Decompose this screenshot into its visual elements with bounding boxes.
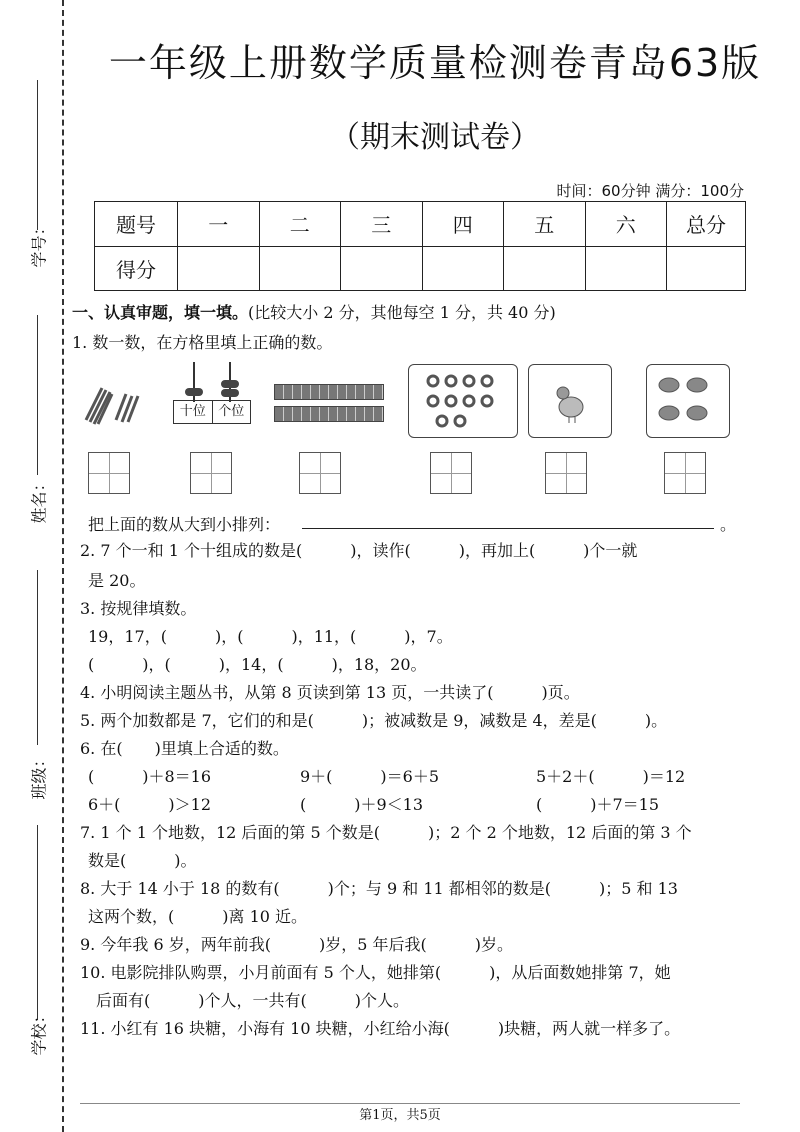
question-4: 4. 小明阅读主题丛书，从第 8 页读到第 13 页，一共读了( )页。 (80, 683, 580, 702)
binding-dashed-line (62, 0, 64, 1132)
drumsticks-picture (646, 364, 730, 438)
drumstick-icons (647, 365, 729, 437)
answer-box[interactable] (430, 452, 472, 494)
question-6: 6. 在( )里填上合适的数。 (80, 739, 289, 758)
score-cell[interactable] (585, 246, 667, 291)
abacus-label-tens: 十位 (174, 401, 213, 423)
score-header-cell: 总分 (667, 202, 746, 247)
abacus-base (173, 400, 251, 424)
answer-box[interactable] (299, 452, 341, 494)
score-header-cell: 题号 (95, 202, 178, 247)
score-header-cell: 五 (504, 202, 586, 247)
page-number: 第1页，共5页 (359, 1108, 441, 1123)
abacus-bead (221, 380, 239, 388)
bird-icon (529, 365, 611, 437)
score-cell[interactable] (178, 246, 260, 291)
ten-block-rod (274, 406, 384, 422)
side-label-id: 学号： (29, 219, 49, 268)
exam-meta: 时间：60分钟 满分：100分 (556, 182, 744, 200)
section-1-heading-line (72, 300, 556, 323)
abacus-bead (221, 389, 239, 397)
question-3: 3. 按规律填数。 (80, 599, 197, 618)
score-cell[interactable] (667, 246, 746, 291)
question-6-item: 9＋( )＝6＋5 (300, 767, 440, 786)
score-header-cell: 三 (341, 202, 423, 247)
score-header-cell: 四 (422, 202, 504, 247)
order-instruction: 把上面的数从大到小排列： (88, 515, 281, 534)
school-write-line (37, 825, 38, 1020)
score-table-score-row (95, 246, 746, 291)
score-cell[interactable] (259, 246, 341, 291)
page-subtitle: （期末测试卷） (330, 120, 540, 155)
question-6-item: ( )＋8＝16 (88, 767, 212, 786)
section-1-heading: 一、认真审题，填一填。 (72, 303, 249, 322)
score-cell[interactable] (504, 246, 586, 291)
question-6-item: ( )＋7＝15 (536, 795, 660, 814)
question-6-item: 6＋( )＞12 (88, 795, 212, 814)
score-table-header-row (95, 202, 746, 247)
flower-icons (409, 365, 517, 437)
id-write-line (37, 80, 38, 230)
question-6-item: ( )＋9＜13 (300, 795, 424, 814)
score-cell[interactable] (341, 246, 423, 291)
answer-box[interactable] (190, 452, 232, 494)
abacus-rod-tens (193, 362, 195, 402)
question-5: 5. 两个加数都是 7，它们的和是( )；被减数是 9，减数是 4，差是( )。 (80, 711, 668, 730)
score-header-cell: 六 (585, 202, 667, 247)
score-row-label: 得分 (95, 246, 178, 291)
class-write-line (37, 570, 38, 745)
question-2-line-1: 2. 7 个一和 1 个十组成的数是( )，读作( )，再加上( )个一就 (80, 541, 638, 560)
ten-block-rod (274, 384, 384, 400)
question-8-line-1: 8. 大于 14 小于 18 的数有( )个；与 9 和 11 都相邻的数是( )；5 和 13 (80, 879, 678, 898)
order-answer-line[interactable] (302, 528, 714, 529)
abacus-label-ones: 个位 (218, 404, 245, 419)
bird-picture (528, 364, 612, 438)
answer-box[interactable] (545, 452, 587, 494)
score-table (94, 201, 746, 291)
question-7-line-2: 数是( )。 (88, 851, 197, 870)
section-1-note: (比较大小 2 分，其他每空 1 分，共 40 分) (248, 303, 556, 322)
question-11: 11. 小红有 16 块糖，小海有 10 块糖，小红给小海( )块糖，两人就一样多了。 (80, 1019, 681, 1038)
abacus-bead (185, 388, 203, 396)
answer-box[interactable] (88, 452, 130, 494)
page-title: 一年级上册数学质量检测卷青岛63版 (108, 41, 762, 85)
question-2-line-2: 是 20。 (88, 571, 146, 590)
question-10-line-2: 后面有( )个人，一共有( )个人。 (96, 991, 409, 1010)
question-3-row-1: 19，17，( )，( )，11，( )，7。 (88, 627, 453, 646)
question-1: 1. 数一数，在方格里填上正确的数。 (72, 333, 333, 352)
stick-bundles-picture (80, 380, 144, 430)
side-label-name: 姓名： (29, 475, 49, 524)
answer-box[interactable] (664, 452, 706, 494)
question-9: 9. 今年我 6 岁，两年前我( )岁，5 年后我( )岁。 (80, 935, 513, 954)
question-7-line-1: 7. 1 个 1 个地数，12 后面的第 5 个数是( )；2 个 2 个地数，12 后面的第 3 个 (80, 823, 692, 842)
question-3-row-2: ( )，( )，14，( )，18，20。 (88, 655, 427, 674)
score-header-cell: 二 (259, 202, 341, 247)
order-instruction-end: 。 (720, 515, 737, 534)
score-header-cell: 一 (178, 202, 260, 247)
side-label-school: 学校： (29, 1007, 49, 1056)
question-6-item: 5＋2＋( )＝12 (536, 767, 686, 786)
flowers-picture (408, 364, 518, 438)
question-8-line-2: 这两个数，( )离 10 近。 (88, 907, 308, 926)
score-cell[interactable] (422, 246, 504, 291)
side-label-class: 班级： (29, 751, 49, 800)
name-write-line (37, 315, 38, 475)
abacus-picture (173, 360, 249, 426)
question-10-line-1: 10. 电影院排队购票，小月前面有 5 个人，她排第( )，从后面数她排第 7，她 (80, 963, 671, 982)
